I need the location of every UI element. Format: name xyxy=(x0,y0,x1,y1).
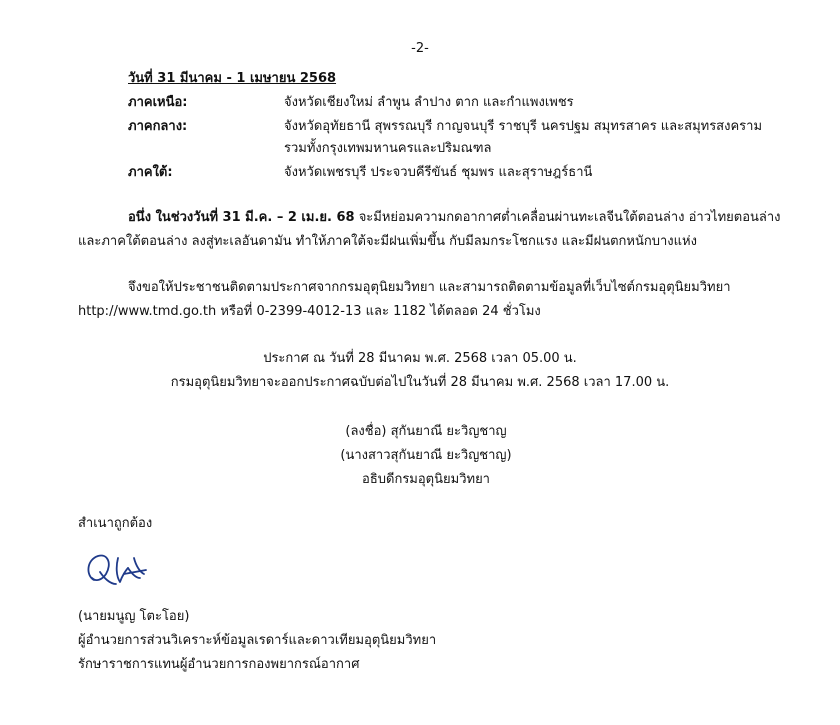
signatory-signed: (ลงชื่อ) สุกันยาณี ยะวิญชาญ xyxy=(345,424,507,439)
region-provinces-central-1: จังหวัดอุทัยธานี สุพรรณบุรี กาญจนบุรี ราชบุรี นครปฐม สมุทรสาคร และสมุทรสงคราม xyxy=(284,119,763,134)
para2-line1: จึงขอให้ประชาชนติดตามประกาศจากกรมอุตุนิยมวิทยา และสามารถติดตามข้อมูลที่เว็บไซต์กรมอุตุนิยมวิทยา xyxy=(128,280,731,295)
certified-position-2: รักษาราชการแทนผู้อำนวยการกองพยากรณ์อากาศ xyxy=(78,657,360,672)
region-provinces-south: จังหวัดเพชรบุรี ประจวบคีรีขันธ์ ชุมพร และสุราษฎร์ธานี xyxy=(284,165,593,180)
region-name-north: ภาคเหนือ: xyxy=(128,95,188,110)
region-provinces-north: จังหวัดเชียงใหม่ ลำพูน ลำปาง ตาก และกำแพงเพชร xyxy=(284,95,574,110)
date-heading: วันที่ 31 มีนาคม - 1 เมษายน 2568 xyxy=(128,71,337,86)
para1-bold-lead: อนึ่ง ในช่วงวันที่ 31 มี.ค. – 2 เม.ย. 68 xyxy=(128,210,355,225)
signatory-name: (นางสาวสุกันยาณี ยะวิญชาญ) xyxy=(340,448,512,463)
page-number: -2- xyxy=(411,41,429,56)
para1-line2: และภาคใต้ตอนล่าง ลงสู่ทะเลอันดามัน ทำให้ภาคใต้จะมีฝนเพิ่มขึ้น กับมีลมกระโชกแรง และมีฝนตกหนักบางแห่ง xyxy=(78,234,697,249)
announce-line1: ประกาศ ณ วันที่ 28 มีนาคม พ.ศ. 2568 เวลา 05.00 น. xyxy=(263,351,577,366)
announce-line2: กรมอุตุนิยมวิทยาจะออกประกาศฉบับต่อไปในวันที่ 28 มีนาคม พ.ศ. 2568 เวลา 17.00 น. xyxy=(170,375,670,390)
para2-line2: http://www.tmd.go.th หรือที่ 0-2399-4012-13 และ 1182 ได้ตลอด 24 ชั่วโมง xyxy=(78,304,541,319)
region-name-central: ภาคกลาง: xyxy=(128,119,188,134)
certified-label: สำเนาถูกต้อง xyxy=(78,516,153,531)
certified-position-1: ผู้อำนวยการส่วนวิเคราะห์ข้อมูลเรดาร์และดาวเทียมอุตุนิยมวิทยา xyxy=(78,633,437,648)
region-provinces-central-2: รวมทั้งกรุงเทพมหานครและปริมณฑล xyxy=(284,141,492,156)
region-name-south: ภาคใต้: xyxy=(128,165,173,180)
handwritten-signature xyxy=(80,548,160,594)
para1-line1 xyxy=(128,209,781,227)
certified-name: (นายมนูญ โตะโอย) xyxy=(78,609,190,624)
signatory-title: อธิบดีกรมอุตุนิยมวิทยา xyxy=(362,472,490,487)
para1-rest: จะมีหย่อมความกดอากาศต่ำเคลื่อนผ่านทะเลจีนใต้ตอนล่าง อ่าวไทยตอนล่าง xyxy=(354,210,781,225)
